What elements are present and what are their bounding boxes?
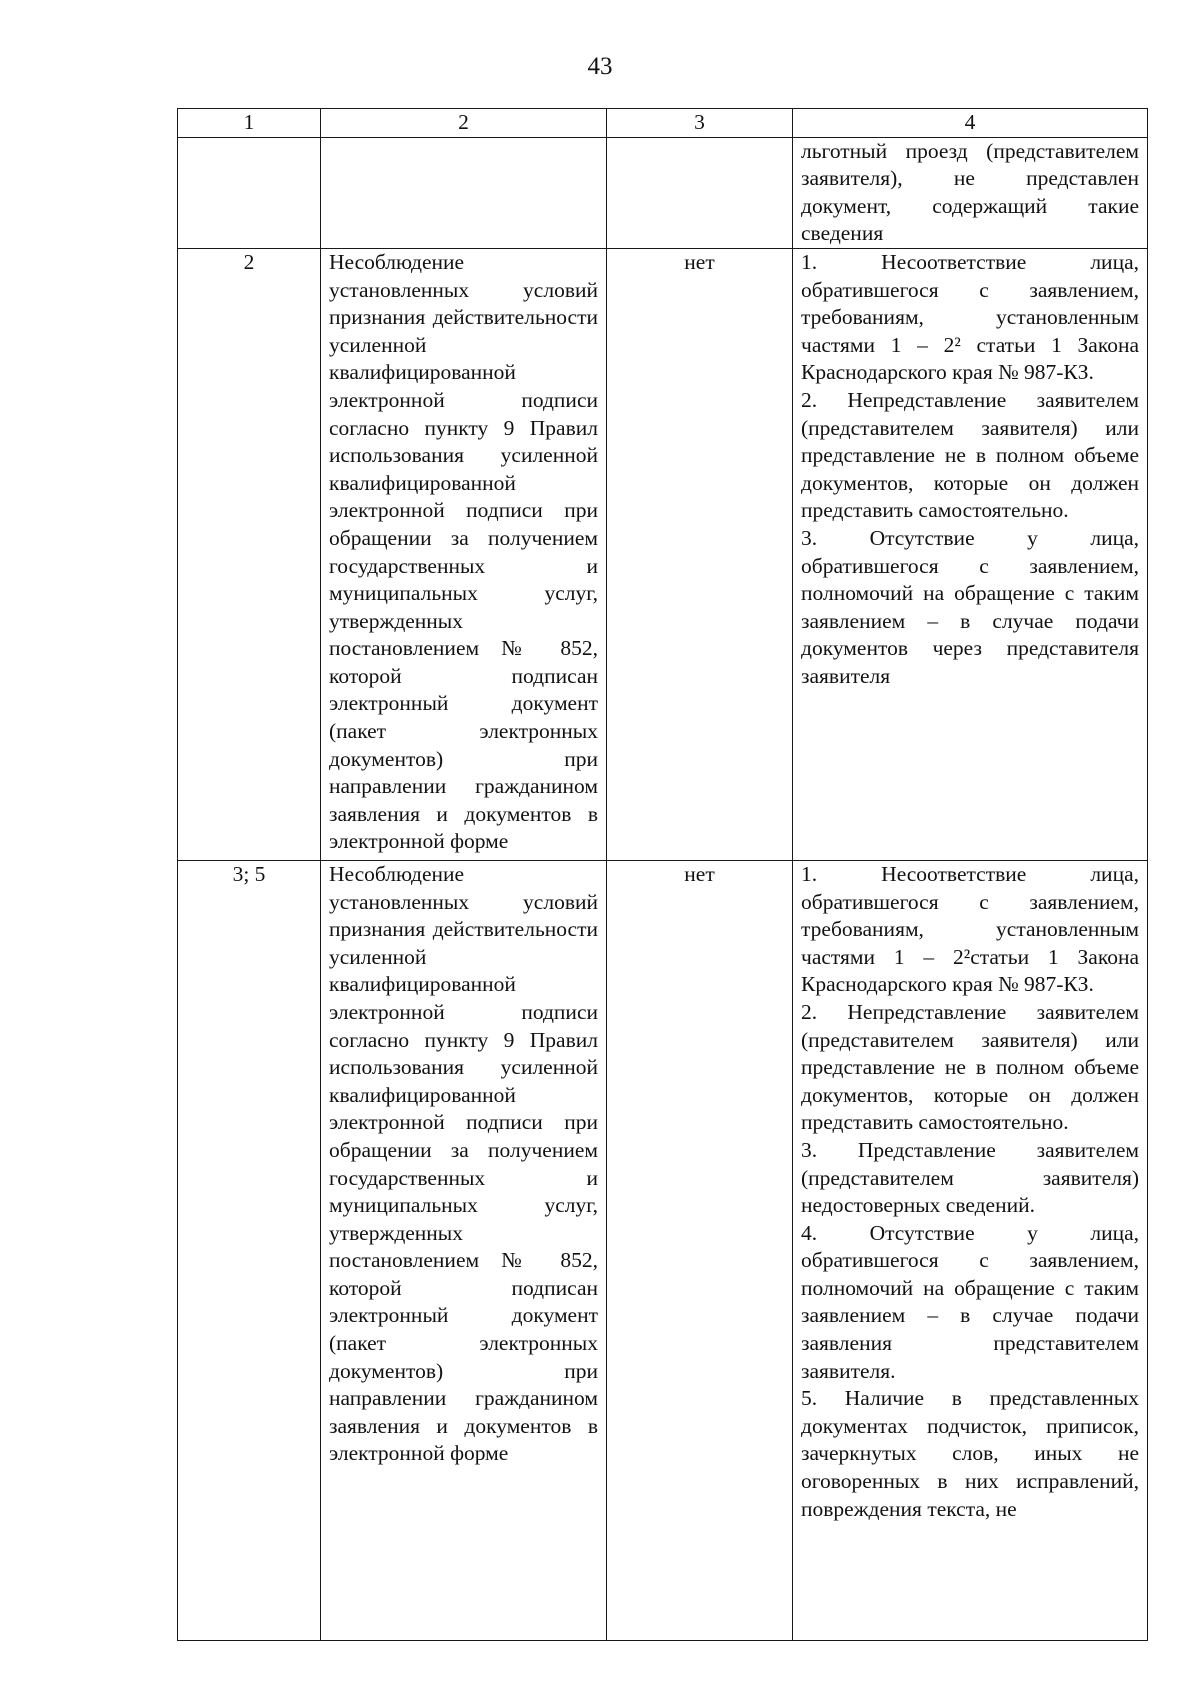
basis-cell <box>793 248 1148 860</box>
header-cell-4: 4 <box>793 109 1148 138</box>
reason-cell: Несоблюдение установленных условий признания действительности усиленной квалифицированной электронной подписи согласно пункту 9 Правил использования усиленной квалифицированной электронной подписи при обращении за получением государственных и муниципальных услуг, утвержденных постановлением № 852, которой подписан электронный документ (пакет электронных документов) при направлении гражданином заявления и документов в электронной форме <box>321 248 607 860</box>
page-number: 43 <box>587 53 613 80</box>
basis-item: 3. Представление заявителем (представителем заявителя) недостоверных сведений. <box>801 1137 1139 1218</box>
basis-cell: льготный проезд (представителем заявителя), не представлен документ, содержащий такие сведения <box>793 137 1148 248</box>
reason-cell: Несоблюдение установленных условий признания действительности усиленной квалифицированной электронной подписи согласно пункту 9 Правил использования усиленной квалифицированной электронной подписи при обращении за получением государственных и муниципальных услуг, утвержденных постановлением № 852, которой подписан электронный документ (пакет электронных документов) при направлении гражданином заявления и документов в электронной форме <box>321 860 607 1640</box>
row-number-cell: 2 <box>178 248 321 860</box>
table-row-continuation <box>178 137 1148 248</box>
table-row-3 <box>178 860 1148 1640</box>
basis-item: 4. Отсутствие у лица, обратившегося с заявлением, полномочий на обращение с таким заявлением – в случае подачи заявления представителем заявителя. <box>801 1220 1139 1383</box>
flag-cell <box>607 137 793 248</box>
reason-cell <box>321 137 607 248</box>
flag-cell: нет <box>607 860 793 1640</box>
basis-item: 2. Непредставление заявителем (представителем заявителя) или представление не в полном объеме документов, которые он должен представить самостоятельно. <box>801 999 1139 1135</box>
row-number-cell <box>178 137 321 248</box>
flag-cell: нет <box>607 248 793 860</box>
basis-item: 2. Непредставление заявителем (представителем заявителя) или представление не в полном объеме документов, которые он должен представить самостоятельно. <box>801 387 1139 523</box>
basis-cell <box>793 860 1148 1640</box>
table-row-2 <box>178 248 1148 860</box>
table-header-row <box>178 109 1148 138</box>
basis-item: 5. Наличие в представленных документах подчисток, приписок, зачеркнутых слов, иных не оговоренных в них исправлений, повреждения текста, не <box>801 1386 1139 1521</box>
row-number-cell: 3; 5 <box>178 860 321 1640</box>
header-cell-1: 1 <box>178 109 321 138</box>
basis-item: 1. Несоответствие лица, обратившегося с заявлением, требованиям, установленным частями 1 – 2² статьи 1 Закона Краснодарского края № 987-КЗ. <box>801 249 1139 385</box>
header-cell-2: 2 <box>321 109 607 138</box>
basis-item: 1. Несоответствие лица, обратившегося с заявлением, требованиям, установленным частями 1 – 2²статьи 1 Закона Краснодарского края № 987-КЗ. <box>801 861 1139 997</box>
header-cell-3: 3 <box>607 109 793 138</box>
document-table <box>177 108 1148 1641</box>
basis-item: 3. Отсутствие у лица, обратившегося с заявлением, полномочий на обращение с таким заявлением – в случае подачи документов через представителя заявителя <box>801 525 1139 688</box>
